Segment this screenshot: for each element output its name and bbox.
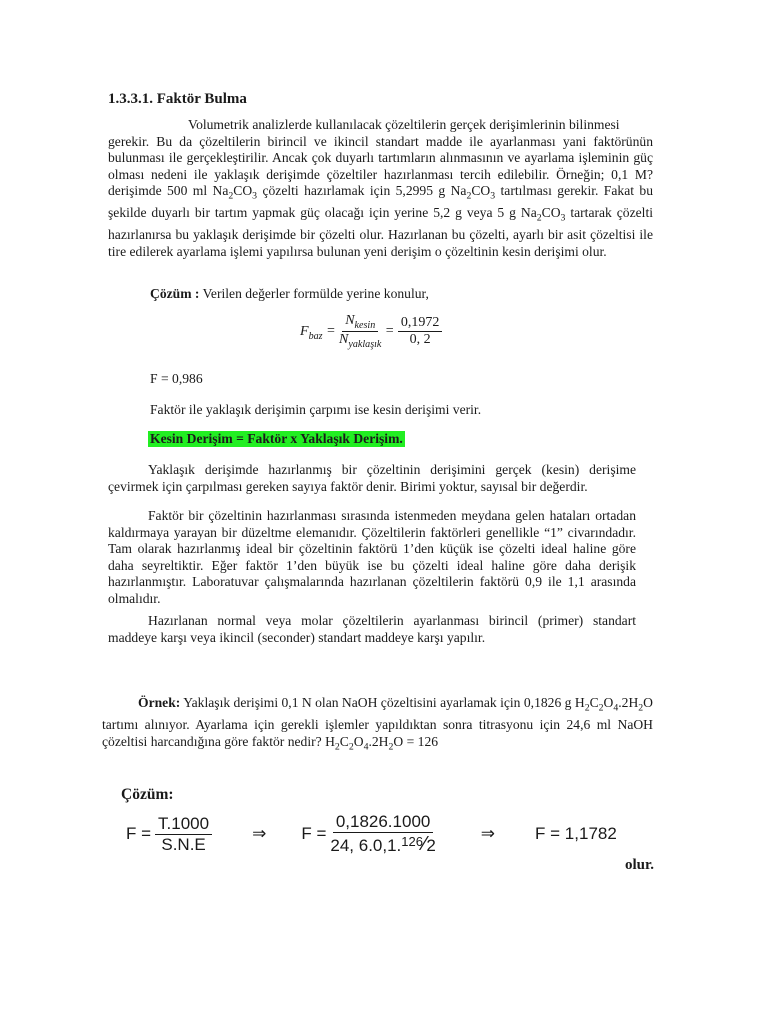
arrow-icon: ⇒ xyxy=(252,824,267,843)
factor-note: Faktör ile yaklaşık derişimin çarpımı ise kesin derişimi verir. xyxy=(150,402,482,417)
factor-range-paragraph: Faktör bir çözeltinin hazırlanması sırasında istenmeden meydana gelen hataları ortadan kaldırmaya yarayan bir düzeltme elemanıdır. Çözeltilerin faktörleri genellikle “1” civarındadır. Tam olarak hazırlanmış ideal bir çözeltinin faktörü 1’den küçük ise çözelti ideal haline göre daha seyreltiktir. Eğer faktör 1’den büyük ise bu çözelti ideal haline göre daha derişik hazırlanmıştır. Laboratuvar çalışmalarında hazırlanan çözeltilerin faktörü 0,9 ile 1,1 arasında olmalıdır. xyxy=(108,508,636,606)
eq1-lhs: F = xyxy=(126,824,152,843)
solution-end: olur. xyxy=(625,857,655,873)
arrow-icon: ⇒ xyxy=(480,824,496,843)
equals: = xyxy=(384,323,398,339)
formula-lhs: $F_{baz}$ xyxy=(300,323,323,342)
intro-text-b: çözelti hazırlamak için 5,2995 g Na xyxy=(257,183,467,198)
section-heading: 1.3.3.1. Faktör Bulma xyxy=(108,91,247,107)
sub: 3 xyxy=(490,190,496,202)
chem-text: CO xyxy=(471,183,491,198)
eq2-den-b: 126 xyxy=(401,834,423,849)
formula-values: $\frac{0,1972}{0, 2}$ xyxy=(398,315,443,348)
eq2-fraction: 0,1826.1000 24, 6.0,1. 126 ⁄ 2 xyxy=(330,812,436,855)
example-paragraph xyxy=(102,695,653,756)
sub: 2 xyxy=(584,702,590,714)
intro-line-1: Volumetrik analizlerde kullanılacak çözeltilerin gerçek derişimlerinin bilinmesi xyxy=(188,117,620,132)
sub: 2 xyxy=(466,190,472,202)
intro-paragraph xyxy=(108,117,653,260)
solution-equations xyxy=(126,812,617,856)
chem-text: CO xyxy=(233,183,253,198)
oxalic-formula: $H_2C_2O_4.2H_2O$ xyxy=(574,695,653,714)
example-label: Örnek: xyxy=(138,695,181,710)
highlighted-formula: Kesin Derişim = Faktör x Yaklaşık Derişim. xyxy=(150,431,403,446)
eq2-den-a: 24, 6.0,1. xyxy=(330,836,402,855)
example-mw: = 126 xyxy=(403,733,439,749)
solution-heading: Çözüm: xyxy=(121,786,174,803)
factor-formula xyxy=(300,313,442,350)
intro-text-c: tartılması gerekir. Fakat bu şekilde duyarlı bir tartım yapmak güç olacağı için yerine 5,2 g veya 5 g Na xyxy=(108,183,653,221)
example-text: tartımı alınıyor. Ayarlama için gerekli işlemler yapıldıktan sonra titrasyonu için 24,6 ml NaOH çözeltisi harcandığına göre faktör nedir? xyxy=(102,717,653,749)
sub: 3 xyxy=(560,212,566,224)
equals: = xyxy=(326,323,340,339)
eq1-fraction: $\frac{T.1000}{S.N.E}$ xyxy=(155,814,212,855)
factor-result: F = 0,986 xyxy=(150,371,203,386)
sub: 2 xyxy=(536,212,542,224)
sub: 2 xyxy=(228,190,234,202)
oxalic-formula-mw: $H_2C_2O_4.2H_2O$ xyxy=(325,733,404,753)
example-text: Yaklaşık derişimi 0,1 N olan NaOH çözeltisini ayarlamak için 0,1826 g xyxy=(180,695,572,710)
slash: ⁄ xyxy=(422,833,427,855)
final-factor: F = 1,1782 xyxy=(535,824,617,843)
solution-label: Çözüm : xyxy=(150,286,200,301)
chem-text: CO xyxy=(541,205,561,221)
eq2-lhs: F = xyxy=(301,824,327,843)
eq2-den-c: 2 xyxy=(426,836,436,855)
formula-fraction: $\frac{N_{kesin}}{N_{yaklaşık}}$ xyxy=(339,313,382,350)
solution-intro xyxy=(150,286,429,302)
intro-text-a: gerekir. Bu da çözeltilerin birincil ve ikincil standart madde ile ayarlanması yani faktörünün bulunması ile gerçekleştirilir. Ancak çok duyarlı tartımların alınmasının ve ayarlama işleminin güç olması nedeni ile yaklaşık derişimde çözeltiler hazırlanması tercih edilebilir. Örneğin; 0,1 M? derişimde 500 ml Na xyxy=(108,133,653,198)
standard-paragraph: Hazırlanan normal veya molar çözeltilerin ayarlanması birincil (primer) standart maddeye karşı veya ikincil (seconder) standart maddeye karşı yapılır. xyxy=(108,613,636,645)
definition-paragraph: Yaklaşık derişimde hazırlanmış bir çözeltinin derişimini gerçek (kesin) derişime çevirmek için çarpılması gereken sayıya faktör denir. Birimi yoktur, sayısal bir değerdir. xyxy=(108,462,636,494)
sub: 3 xyxy=(252,190,258,202)
solution-text: Verilen değerler formülde yerine konulur, xyxy=(199,286,429,301)
intro-text-d: tartarak çözelti hazırlanırsa bu yaklaşık derişimde bir çözelti olur. Hazırlanan bu çözelti, ayarlı bir asit çözeltisi ile tire edilerek ayarlama işlemi yapılırsa bulunan yeni derişim o çözeltinin kesin derişimi olur. xyxy=(108,205,653,259)
